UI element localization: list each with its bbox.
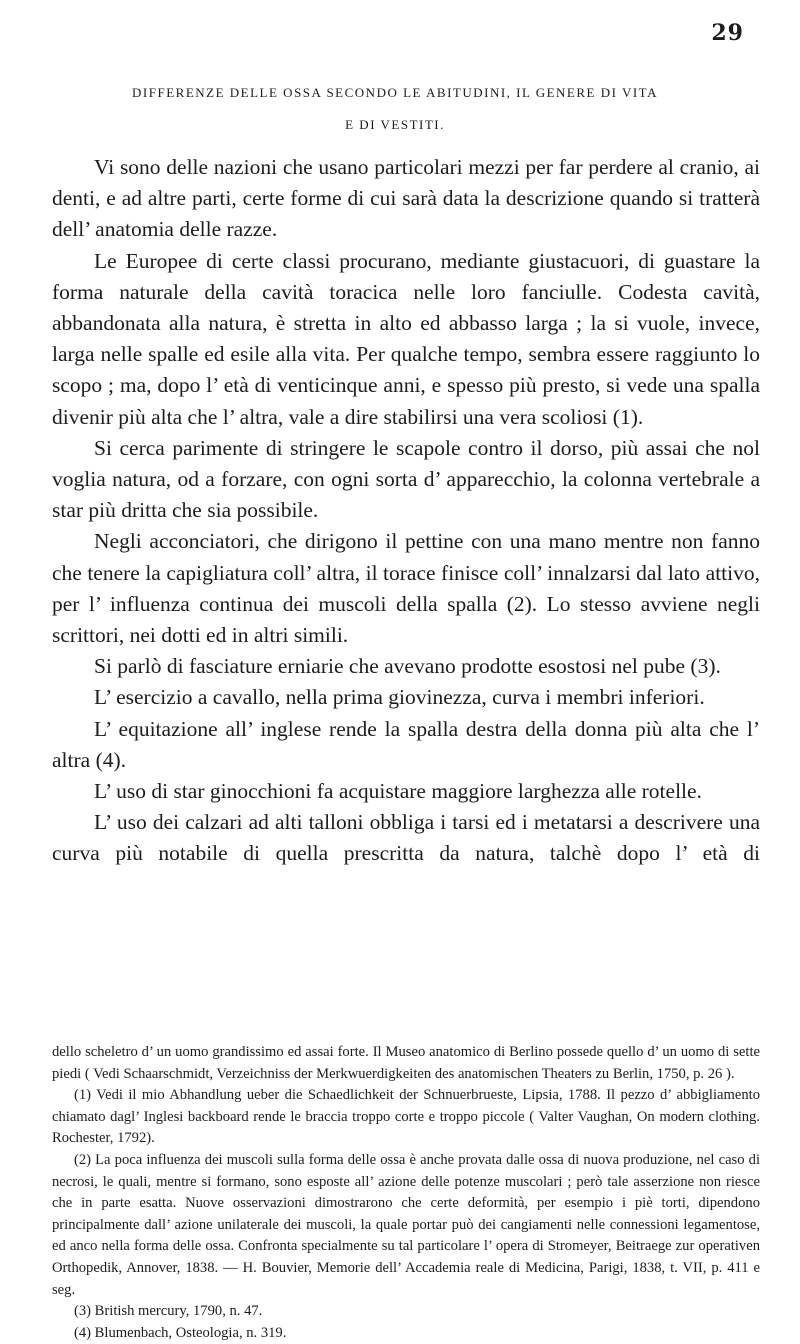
footnote-3: (3) British mercury, 1790, n. 47.: [74, 1303, 263, 1320]
paragraph-hairdressers: Negli acconciatori, che dirigono il pettine con una mano mentre non fanno che tenere la capigliatura coll’ altra, il torace finisce coll’ innalzarsi dal lato attivo, per l’ influenza continua dei muscoli della spalla (2). Lo stesso avviene negli scrittori, nei dotti ed in altri simili.: [52, 529, 760, 648]
paragraph-scapulae: Si cerca parimente di stringere le scapole contro il dorso, più assai che nol voglia natura, od a forzare, con ogni sorta d’ apparecchio, la colonna vertebrale a star più dritta che sia possibile.: [52, 435, 760, 523]
footnote-4: (4) Blumenbach, Osteologia, n. 319.: [74, 1324, 287, 1341]
paragraph-nations-skull: Vi sono delle nazioni che usano particolari mezzi per far perdere al cranio, ai denti, e ad altre parti, certe forme di cui sarà data la descrizione quando si tratterà dell’ anatomia delle razze.: [52, 155, 760, 242]
body-text: [52, 152, 760, 870]
section-heading-line-1: DIFFERENZE DELLE OSSA SECONDO LE ABITUDINI, IL GENERE DI VITA: [132, 85, 658, 100]
footnotes: [52, 1042, 760, 1344]
paragraph-horse-riding: L’ esercizio a cavallo, nella prima giovinezza, curva i membri inferiori.: [94, 685, 705, 710]
footnote-2: (2) La poca influenza dei muscoli sulla forma delle ossa è anche provata dalle ossa di nuova produzione, nel caso di necrosi, le quali, mentre si formano, sono esposte all’ azione delle potenze muscolari ; però tale asserzione non riesce che in parte esatta. Nuove osservazioni dimostrarono che certe deformità, per esempio i piè torti, dipendono principalmente dall’ azione unilaterale dei muscoli, la quale portar può dei cangiamenti nelle connessioni legamentose, ed anco nella forma delle ossa. Confronta specialmente su tal particolare l’ opera di Stromeyer, Beitraege zur operativen Orthopedik, Annover, 1838. — H. Bouvier, Memorie dell’ Accademia reale di Medicina, Parigi, 1838, t. VII, p. 411 e seg.: [52, 1151, 760, 1298]
footnote-1: (1) Vedi il mio Abhandlung ueber die Schaedlichkeit der Schnuerbrueste, Lipsia, 1788. Il pezzo d’ abbigliamento chiamato dagl’ Inglesi backboard rende le braccia troppo corte e troppo piccole ( Valter Vaughan, On modern clothing. Rochester, 1792).: [52, 1087, 760, 1147]
footnote-continuation: dello scheletro d’ un uomo grandissimo ed assai forte. Il Museo anatomico di Berlino possede quello d’ un uomo di sette piedi ( Vedi Schaarschmidt, Verzeichniss der Merkwuerdigkeiten des anatomischen Theaters zu Berlin, 1750, p. 26 ).: [52, 1044, 760, 1082]
paragraph-high-heels: L’ uso dei calzari ad alti talloni obbliga i tarsi ed i metatarsi a descrivere una curva più notabile di quella prescritta da natura, talchè dopo l’ età di: [52, 810, 760, 866]
paragraph-kneeling: L’ uso di star ginocchioni fa acquistare maggiore larghezza alle rotelle.: [94, 779, 702, 804]
paragraph-hernia-bandages: Si parlò di fasciature erniarie che avevano prodotte esostosi nel pube (3).: [94, 654, 721, 679]
paragraph-corsets: Le Europee di certe classi procurano, mediante giustacuori, di guastare la forma naturale della cavità toracica nelle loro fanciulle. Codesta cavità, abbandonata alla natura, è stretta in alto ed abbasso larga ; la si vuole, invece, larga nelle spalle ed esile alla vita. Per qualche tempo, sembra essere raggiunto lo scopo ; ma, dopo l’ età di venticinque anni, e spesso più presto, si vede una spalla divenir più alta che l’ altra, vale a dire stabilirsi una vera scoliosi (1).: [52, 248, 760, 429]
page-number: 29: [711, 20, 744, 46]
paragraph-english-riding: L’ equitazione all’ inglese rende la spalla destra della donna più alta che l’ altra (4).: [52, 716, 760, 772]
section-heading-line-2: E DI VESTITI.: [345, 117, 445, 132]
section-heading: [90, 82, 700, 136]
